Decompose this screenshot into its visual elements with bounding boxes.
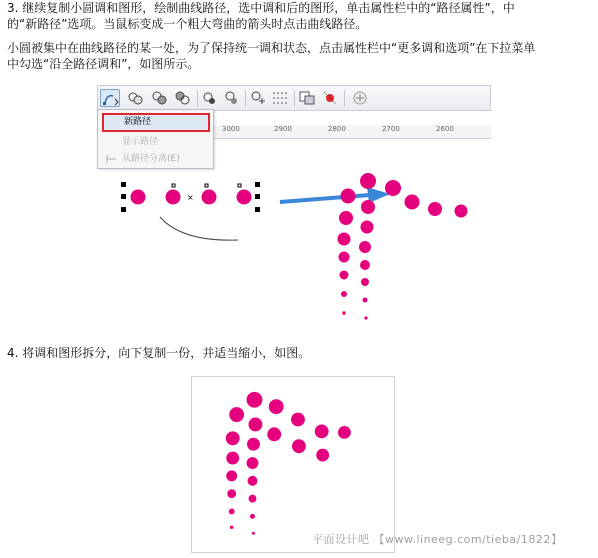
watermark: 平面设计吧 【www.lineeg.com/tieba/1822】: [312, 533, 563, 546]
step3-line1: 3. 继续复制小圆调和图形，绘制曲线路径，选中调和后的图形，单击属性栏中的“路径属性”，中: [7, 1, 515, 15]
blend-clear-button[interactable]: [222, 89, 242, 107]
blend-end-button[interactable]: [173, 89, 193, 107]
step3-paragraph: [7, 0, 587, 32]
more-blend-options-icon: [248, 89, 268, 107]
blend-steps-icon: [270, 89, 290, 107]
menu-item-detach-from-path[interactable]: [102, 151, 210, 167]
curve-path: [160, 217, 238, 240]
menu-item-label: 显示路径: [122, 137, 159, 147]
path-properties-button[interactable]: [100, 89, 120, 107]
step4-paragraph: [7, 345, 587, 361]
menu-item-show-path[interactable]: [102, 134, 210, 150]
coreldraw-toolbar-screenshot: [97, 85, 491, 169]
ruler-tick: 2900: [274, 125, 292, 133]
blend-note-paragraph: [7, 40, 587, 72]
path-properties-dropdown: [97, 109, 214, 169]
detach-path-icon: [106, 153, 118, 165]
menu-item-new-path[interactable]: [102, 113, 210, 132]
selected-blend-group: [121, 182, 260, 212]
property-bar: [97, 85, 491, 111]
blend-copy-icon: [200, 89, 220, 107]
blend-object-button[interactable]: [126, 89, 146, 107]
add-preset-icon: [350, 89, 370, 107]
blend-start-button[interactable]: [150, 89, 170, 107]
step4-line1: 4. 将调和图形拆分，向下复制一份，并适当缩小，如图。: [7, 346, 311, 360]
path-properties-icon: [101, 90, 121, 108]
blend-end-icon: [173, 89, 193, 107]
ruler-tick: 2800: [328, 125, 346, 133]
menu-item-label: 新路径: [124, 117, 152, 127]
ruler-tick: 3000: [222, 125, 240, 133]
blend-steps-button[interactable]: [270, 89, 290, 107]
more-blend-options-button[interactable]: [248, 89, 268, 107]
copy-properties-button[interactable]: [297, 89, 317, 107]
add-preset-button[interactable]: [350, 89, 370, 107]
ruler-tick: 2700: [382, 125, 400, 133]
clear-blend-button[interactable]: [320, 89, 340, 107]
blend-note-line1: 小圆被集中在曲线路径的某一处，为了保持统一调和状态，点击属性栏中“更多调和选项”在下拉菜单: [7, 41, 536, 55]
blend-note-line2: 中勾选“沿全路径调和”，如图所示。: [7, 57, 200, 71]
step3-line2: 的“新路径”选项。当鼠标变成一个粗大弯曲的箭头时点击曲线路径。: [7, 17, 368, 31]
menu-item-label: 从路径分离(E): [122, 154, 180, 164]
blend-clear-icon: [222, 89, 242, 107]
copy-properties-icon: [297, 89, 317, 107]
blend-before-after-diagram: [112, 170, 482, 330]
blend-direction-arrow: [280, 187, 390, 203]
blend-object-icon: [126, 89, 146, 107]
svg-text:×: ×: [187, 193, 194, 202]
blend-start-icon: [150, 89, 170, 107]
ruler-tick: 2600: [436, 125, 454, 133]
clear-blend-icon: [320, 89, 340, 107]
horizontal-ruler: [214, 125, 491, 139]
blend-copy-button[interactable]: [200, 89, 220, 107]
split-and-duplicated-blend-diagram: [191, 376, 395, 553]
